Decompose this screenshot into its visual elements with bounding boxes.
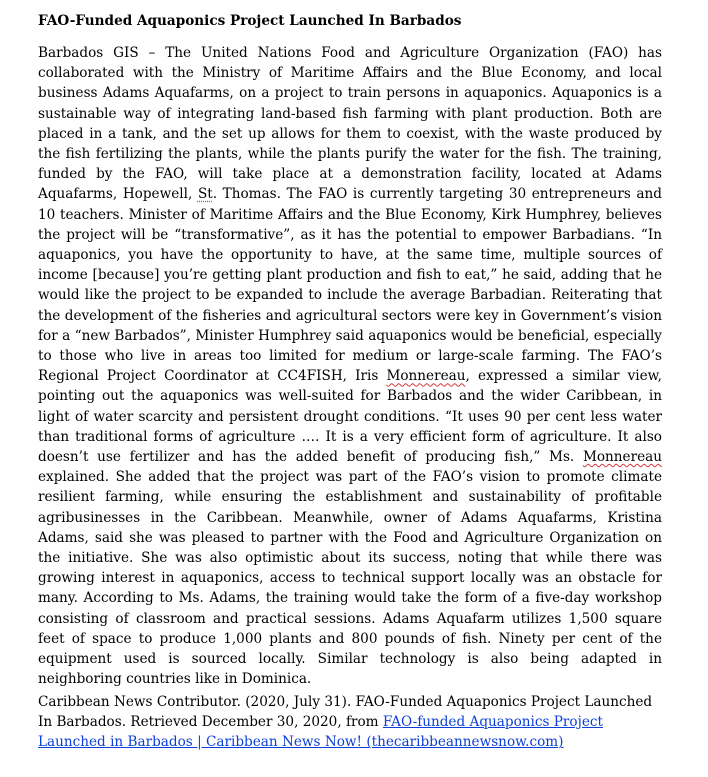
body-segment: Barbados GIS – The United Nations Food and Agriculture Organization (FAO) has collaborated with the Ministry of Maritime Affairs and the Blue Economy, and local business Adams Aquafarms, on a project to train persons in aquaponics. Aquaponics is a sustainable way of integrating land-based fish farming with plant production. Both are placed in a tank, and the set up allows for them to coexist, with the waste produced by the fish fertilizing the plants, while the plants purify the water for the fish. The training, funded by the FAO, will take place at a demonstration facility, located at Adams Aquafarms, Hopewell, [38, 45, 662, 203]
spelling-flag-st[interactable]: St [197, 186, 213, 203]
citation [38, 692, 662, 753]
body-segment: explained. She added that the project was part of the FAO’s vision to promote climate resilient farming, while ensuring the establishment and sustainability of profitable agribusinesses in the Caribbean. Meanwhile, owner of Adams Aquafarms, Kristina Adams, said she was pleased to partner with the Food and Agriculture Organization on the initiative. She was also optimistic about its success, noting that while there was growing interest in aquaponics, access to technical support locally was an obstacle for many. According to Ms. Adams, the training would take the form of a five-day workshop consisting of classroom and practical sessions. Adams Aquafarm utilizes 1,500 square feet of space to produce 1,000 plants and 800 pounds of fish. Ninety per cent of the equipment used is sourced locally. Similar technology is also being adapted in neighboring countries like in Dominica. [38, 469, 662, 688]
body-segment: , expressed a similar view, pointing out the aquaponics was well-suited for Barbados and the wider Caribbean, in light of water scarcity and persistent drought conditions. “It uses 90 per cent less water than traditional forms of agriculture …. It is a very efficient form of agriculture. It also doesn’t use fertilizer and has the added benefit of producing fish,” Ms. [38, 368, 662, 466]
document-page [38, 11, 662, 690]
citation-text: Caribbean News Contributor. (2020, July 31). FAO-Funded Aquaponics Project Launched In Barbados. Retrieved December 30, 2020, from [38, 694, 653, 731]
body-segment: . Thomas. The FAO is currently targeting 30 entrepreneurs and 10 teachers. Minister of Maritime Affairs and the Blue Economy, Kirk Humphrey, believes the project will be “transformative”, as it has the potential to empower Barbadians. “In aquaponics, you have the opportunity to have, at the same time, multiple sources of income [because] you’re getting plant production and fish to eat,” he said, adding that he would like the project to be expanded to include the average Barbadian. Reiterating that the development of the fisheries and agricultural sectors were key in Government’s vision for a “new Barbados”, Minister Humphrey said aquaponics would be beneficial, especially to those who live in areas too limited for medium or large-scale farming. The FAO’s Regional Project Coordinator at CC4FISH, Iris [38, 186, 662, 385]
citation-link[interactable]: FAO-funded Aquaponics Project Launched in Barbados | Caribbean News Now! (thecaribbeannewsnow.com) [38, 714, 603, 751]
spelling-flag-monnereau[interactable]: Monnereau [582, 449, 662, 466]
article-body [38, 43, 662, 690]
article-title: FAO-Funded Aquaponics Project Launched In Barbados [38, 13, 462, 29]
spelling-flag-monnereau[interactable]: Monnereau [386, 368, 466, 385]
